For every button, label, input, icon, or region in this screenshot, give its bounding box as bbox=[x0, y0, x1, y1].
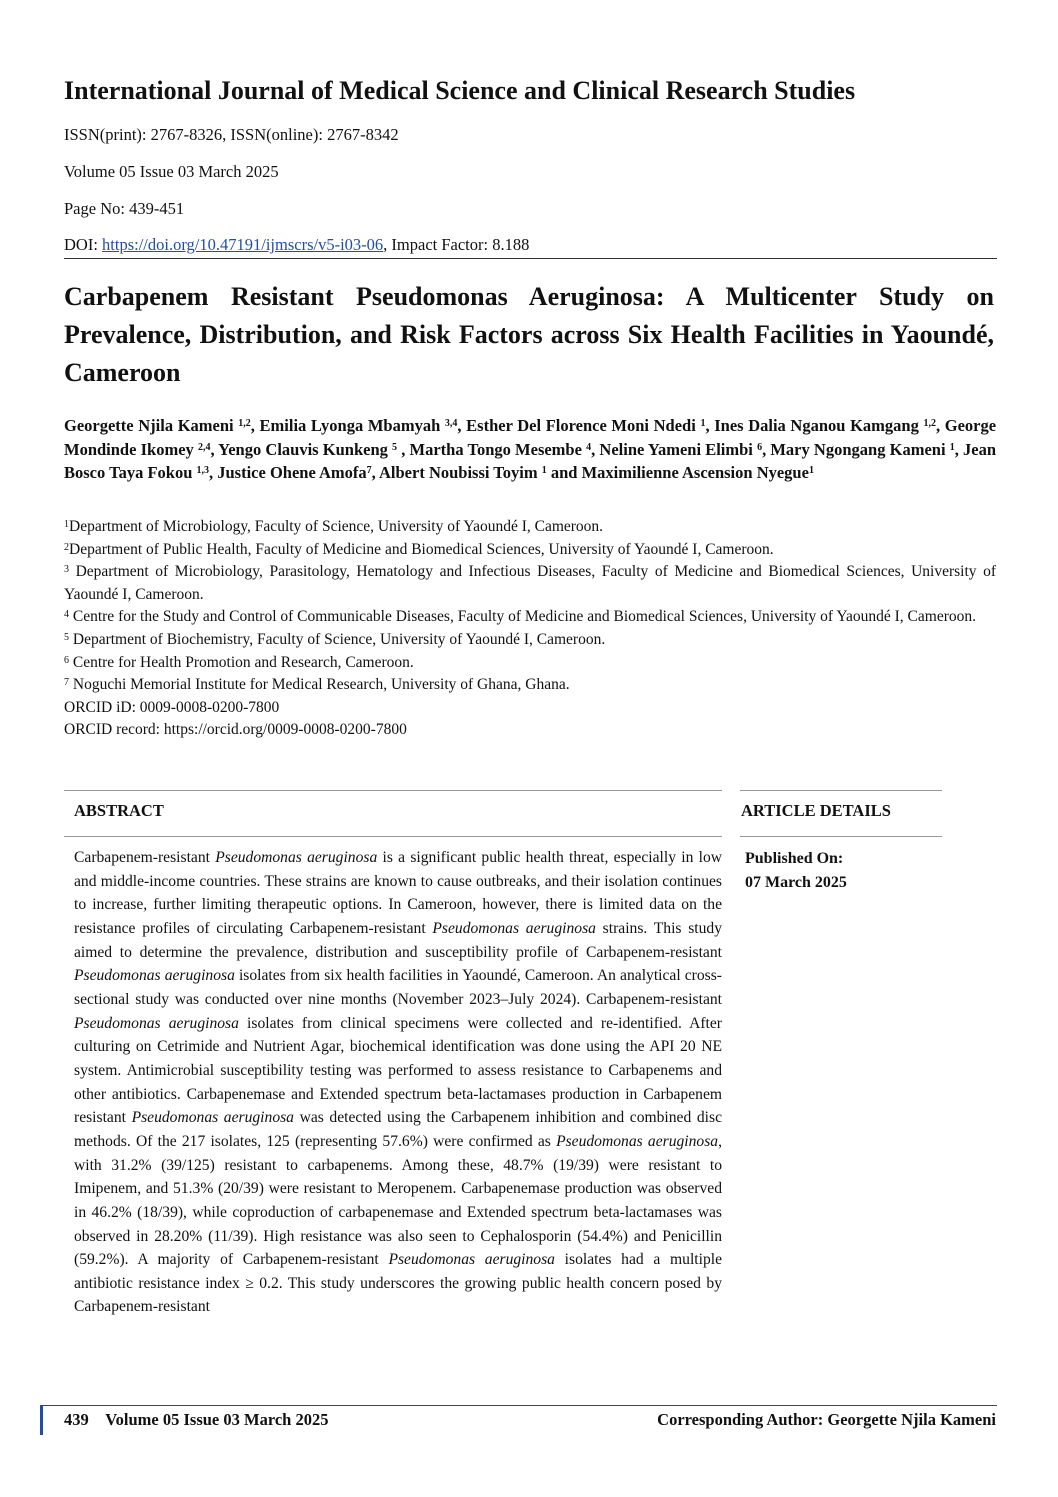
affiliation-number: 1 bbox=[64, 519, 69, 530]
author-separator: , bbox=[954, 439, 963, 459]
author-separator: , bbox=[591, 439, 600, 459]
abstract-segment: isolates had a multiple antibiotic resistance index ≥ 0.2. This study underscores the growing public health concern posed by Carbapenem-resistant bbox=[74, 1251, 722, 1316]
author-affiliation-marker: 1 bbox=[949, 441, 955, 453]
affiliation-text: Noguchi Memorial Institute for Medical Research, University of Ghana, Ghana. bbox=[69, 676, 570, 694]
doi-link[interactable]: https://doi.org/10.47191/ijmscrs/v5-i03-06 bbox=[102, 235, 384, 254]
affiliation-text: Department of Public Health, Faculty of Medicine and Biomedical Sciences, University of Yaoundé I, Cameroon. bbox=[69, 540, 774, 558]
abstract-segment: strains. This study aimed to determine the prevalence, distribution and susceptibility profile of Carbapenem-resistant bbox=[74, 919, 722, 961]
author-affiliation-marker: 2,4 bbox=[197, 441, 211, 453]
issn-line: ISSN(print): 2767-8326, ISSN(online): 2767-8342 bbox=[64, 125, 399, 144]
affiliation-number: 4 bbox=[64, 609, 69, 621]
article-title: Carbapenem Resistant Pseudomonas Aeruginosa: A Multicenter Study on Prevalence, Distribution, and Risk Factors across Six Health Facilities in Yaoundé, Cameroon bbox=[64, 282, 994, 387]
article-details-heading: ARTICLE DETAILS bbox=[741, 801, 891, 820]
affiliation-text: Department of Biochemistry, Faculty of Science, University of Yaoundé I, Cameroon. bbox=[69, 630, 606, 648]
volume-line: Volume 05 Issue 03 March 2025 bbox=[64, 162, 279, 181]
author-affiliation-marker: 1 bbox=[808, 465, 814, 476]
species-name: Pseudomonas aeruginosa bbox=[131, 1109, 294, 1127]
author-separator: , bbox=[371, 463, 379, 482]
author-separator: , bbox=[250, 416, 260, 435]
author-separator: , bbox=[457, 416, 467, 435]
footer-left bbox=[64, 1410, 328, 1430]
doi-prefix: DOI: bbox=[64, 235, 103, 254]
author-affiliation-marker: 6 bbox=[757, 441, 763, 453]
abstract-segment: , with 31.2% (39/125) resistant to carbapenems. Among these, 48.7% (19/39) were resistant to Imipenem, and 51.3% (20/39) were resistant to Meropenem. Carbapenemase production was observed in 46.2% (18/39), while coproduction of carbapenemase and Extended spectrum beta-lactamases was observed in 28.20% (11/39). High resistance was also seen to Cephalosporin (54.4%) and Penicillin (59.2%). A majority of Carbapenem-resistant bbox=[74, 1132, 722, 1269]
affiliation-text: Department of Microbiology, Parasitology, Hematology and Infectious Diseases, Faculty of Medicine and Biomedical Sciences, University of Yaoundé I, Cameroon. bbox=[64, 563, 996, 603]
published-date: 07 March 2025 bbox=[745, 874, 847, 891]
affiliation-item bbox=[64, 516, 996, 539]
affiliation-item bbox=[64, 652, 996, 675]
affiliation-text: Centre for Health Promotion and Research, Cameroon. bbox=[69, 653, 414, 671]
affiliation-item bbox=[64, 561, 996, 606]
orcid-record: ORCID record: https://orcid.org/0009-0008-0200-7800 bbox=[64, 721, 407, 739]
corresponding-author: Corresponding Author: Georgette Njila Kameni bbox=[657, 1410, 996, 1429]
abstract-top-rule bbox=[64, 790, 722, 791]
abstract-segment: Carbapenem-resistant bbox=[74, 849, 216, 866]
author-name: Mary Ngongang Kameni bbox=[770, 439, 950, 459]
footer-accent-bar bbox=[40, 1405, 43, 1435]
affiliation-item bbox=[64, 629, 996, 652]
species-name: Pseudomonas aeruginosa bbox=[556, 1132, 719, 1150]
author-affiliation-marker: 4 bbox=[586, 441, 592, 453]
species-name: Pseudomonas aeruginosa bbox=[74, 1014, 239, 1032]
affiliation-number: 7 bbox=[64, 677, 69, 689]
affiliation-text: Centre for the Study and Control of Communicable Diseases, Faculty of Medicine and Biomedical Sciences, University of Yaoundé I, Cameroon. bbox=[69, 608, 976, 626]
footer-rule bbox=[40, 1405, 997, 1406]
author-separator: , bbox=[705, 416, 715, 435]
impact-factor: , Impact Factor: 8.188 bbox=[383, 235, 530, 254]
affiliations bbox=[64, 516, 996, 742]
author-affiliation-marker: 7 bbox=[366, 465, 372, 476]
author-affiliation-marker: 1,3 bbox=[196, 465, 209, 476]
author-name: Ines Dalia Nganou Kamgang bbox=[714, 416, 924, 435]
author-affiliation-marker: 5 bbox=[392, 441, 398, 453]
abstract-segment: isolates from clinical specimens were collected and re-identified. After culturing on Cetrimide and Nutrient Agar, biochemical identification was done using the API 20 NE system. Antimicrobial susceptibility testing was performed to assess resistance to Carbapenems and other antibiotics. Carbapenemase and Extended spectrum beta-lactamases production in Carbapenem resistant bbox=[74, 1014, 722, 1127]
author-affiliation-marker: 1,2 bbox=[923, 418, 936, 429]
author-affiliation-marker: 3,4 bbox=[444, 418, 458, 429]
author-name: Maximilienne Ascension Nyegue bbox=[581, 463, 809, 482]
affiliation-number: 6 bbox=[64, 654, 69, 666]
author-name: George Mondinde Ikomey bbox=[64, 416, 997, 459]
details-top-rule bbox=[740, 790, 942, 791]
affiliation-number: 5 bbox=[64, 631, 69, 643]
author-name: Yengo Clauvis Kunkeng bbox=[218, 439, 393, 459]
abstract-segment: is a significant public health threat, especially in low and middle-income countries. These strains are known to cause outbreaks, and their isolation continues to increase, further limiting therapeutic options. In Cameroon, however, there is limited data on the resistance profiles of circulating Carbapenem-resistant bbox=[74, 849, 723, 937]
species-name: Pseudomonas aeruginosa bbox=[74, 967, 235, 985]
author-affiliation-marker: 1,2 bbox=[238, 418, 251, 429]
species-name: Pseudomonas aeruginosa bbox=[388, 1251, 555, 1269]
abstract-bottom-rule bbox=[64, 836, 722, 837]
page-range-line: Page No: 439-451 bbox=[64, 199, 185, 218]
affiliation-number: 3 bbox=[64, 564, 69, 576]
published-label: Published On: bbox=[745, 850, 844, 867]
author-name: Neline Yameni Elimbi bbox=[599, 439, 758, 459]
author-name: Emilia Lyonga Mbamyah bbox=[259, 416, 445, 435]
author-affiliation-marker: 1 bbox=[700, 418, 706, 429]
page-number: 439 bbox=[64, 1410, 89, 1429]
author-name: Justice Ohene Amofa bbox=[217, 463, 367, 482]
affiliation-item bbox=[64, 674, 996, 697]
author-name: Esther Del Florence Moni Ndedi bbox=[466, 416, 701, 435]
published-info bbox=[745, 847, 847, 895]
author-separator: , bbox=[935, 416, 945, 435]
author-separator: , bbox=[762, 439, 771, 459]
orcid-id: ORCID iD: 0009-0008-0200-7800 bbox=[64, 698, 280, 716]
affiliation-item bbox=[64, 539, 996, 562]
footer-volume: Volume 05 Issue 03 March 2025 bbox=[105, 1410, 329, 1429]
species-name: Pseudomonas aeruginosa bbox=[215, 849, 378, 866]
author-name: Albert Noubissi Toyim bbox=[379, 463, 542, 482]
author-separator: , bbox=[397, 439, 410, 459]
journal-title: International Journal of Medical Science and Clinical Research Studies bbox=[64, 76, 856, 105]
abstract-heading: ABSTRACT bbox=[74, 801, 164, 820]
abstract-segment: was detected using the Carbapenem inhibition and combined disc methods. Of the 217 isolates, 125 (representing 57.6%) were confirmed as bbox=[74, 1109, 722, 1150]
species-name: Pseudomonas aeruginosa bbox=[432, 919, 596, 937]
affiliation-number: 2 bbox=[64, 541, 69, 553]
doi-line bbox=[64, 235, 529, 255]
affiliation-text: Department of Microbiology, Faculty of Science, University of Yaoundé I, Cameroon. bbox=[69, 518, 604, 535]
author-name: Martha Tongo Mesembe bbox=[409, 439, 587, 459]
author-affiliation-marker: 1 bbox=[541, 465, 547, 476]
author-name: Jean Bosco Taya Fokou bbox=[64, 439, 996, 482]
author-separator: , bbox=[210, 439, 219, 459]
affiliation-item bbox=[64, 606, 996, 629]
details-bottom-rule bbox=[740, 836, 942, 837]
author-name: Georgette Njila Kameni bbox=[64, 416, 239, 435]
author-list bbox=[64, 414, 996, 485]
author-separator: and bbox=[546, 463, 582, 482]
affiliation-list bbox=[64, 516, 996, 697]
abstract-segment: isolates from six health facilities in Yaoundé, Cameroon. An analytical cross-sectional study was conducted over nine months (November 2023–July 2024). Carbapenem-resistant bbox=[74, 967, 722, 1008]
author-separator: , bbox=[209, 463, 218, 482]
abstract-text bbox=[74, 846, 722, 1319]
header-divider bbox=[64, 258, 997, 259]
